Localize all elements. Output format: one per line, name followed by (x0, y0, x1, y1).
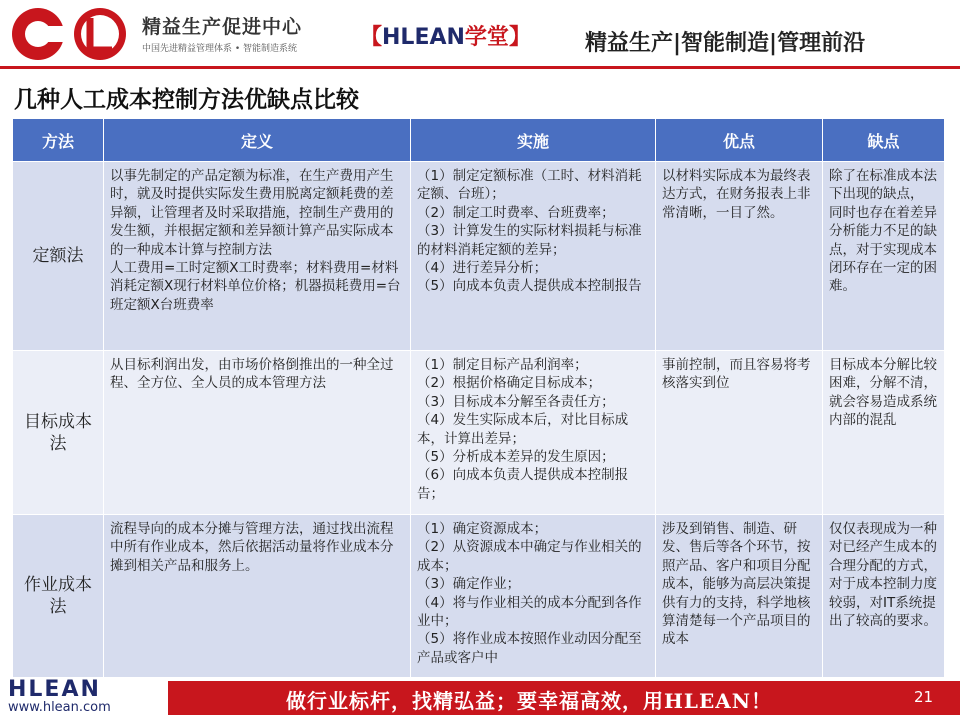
table-row (13, 351, 945, 515)
definition-cell: 流程导向的成本分摊与管理方法，通过找出流程中所有作业成本，然后依据活动量将作业成本分摊到相关产品和服务上。 (104, 515, 411, 678)
footer-logo-word: HLEAN (8, 677, 101, 702)
page-title: 几种人工成本控制方法优缺点比较 (14, 87, 359, 113)
cons-cell: 目标成本分解比较困难，分解不清，就会容易造成系统内部的混乱 (823, 351, 945, 515)
header-definition: 定义 (104, 119, 411, 162)
footer-logo (8, 677, 158, 716)
implementation-cell: （1）制定目标产品利润率； （2）根据价格确定目标成本； （3）目标成本分解至各责任方； （4）发生实际成本后，对比目标成本，计算出差异； （5）分析成本差异的发生原因； （6）向成本负责人提供成本控制报告； (411, 351, 656, 515)
header-cons: 缺点 (823, 119, 945, 162)
header-pros: 优点 (656, 119, 823, 162)
table-header-row (13, 119, 945, 162)
logo-subtitle: 中国先进精益管理体系 • 智能制造系统 (142, 44, 298, 54)
cons-cell: 仅仅表现成为一种对已经产生成本的合理分配的方式，对于成本控制力度较弱，对IT系统提出了较高的要求。 (823, 515, 945, 678)
footer-url[interactable]: www.hlean.com (8, 700, 111, 715)
implementation-cell: （1）制定定额标准（工时、材料消耗定额、台班）； （2）制定工时费率、台班费率； （3）计算发生的实际材料损耗与标准的材料消耗定额的差异； （4）进行差异分析； （5）向成本负责人提供成本控制报告 (411, 162, 656, 351)
brand-label (360, 20, 531, 51)
header-method: 方法 (13, 119, 104, 162)
cons-cell: 除了在标准成本法下出现的缺点， 同时也存在着差异分析能力不足的缺点，对于实现成本闭环存在一定的困难。 (823, 162, 945, 351)
header-tagline: 精益生产|智能制造|管理前沿 (585, 31, 866, 56)
brand-bracket-right: 】 (508, 25, 531, 50)
logo-title: 精益生产促进中心 (142, 16, 303, 38)
table-row (13, 515, 945, 678)
header-implementation: 实施 (411, 119, 656, 162)
method-cell: 定额法 (13, 162, 104, 351)
pros-cell: 涉及到销售、制造、研发、售后等各个环节，按照产品、客户和项目分配成本，能够为高层决策提供有力的支持，科学地核算清楚每一个产品项目的成本 (656, 515, 823, 678)
page-number: 21 (914, 688, 934, 706)
header (0, 0, 960, 68)
implementation-cell: （1）确定资源成本； （2）从资源成本中确定与作业相关的成本； （3）确定作业； （4）将与作业相关的成本分配到各作业中； （5）将作业成本按照作业动因分配至产品或客户中 (411, 515, 656, 678)
table-row (13, 162, 945, 351)
pros-cell: 事前控制，而且容易将考核落实到位 (656, 351, 823, 515)
method-cell: 作业成本法 (13, 515, 104, 678)
method-cell: 目标成本法 (13, 351, 104, 515)
hlean-logo-icon (6, 4, 136, 64)
brand-suffix: 学堂 (464, 25, 509, 50)
definition-cell: 以事先制定的产品定额为标准，在生产费用产生时，就及时提供实际发生费用脱离定额耗费的差异额，让管理者及时采取措施，控制生产费用的发生额，并根据定额和差异额计算产品实际成本的一种成本计算与控制方法 人工费用=工时定额X工时费率；材料费用=材料消耗定额X现行材料单位价格；机器损耗费用=台班定额X台班费率 (104, 162, 411, 351)
comparison-table (12, 118, 945, 678)
brand-bracket-left: 【 (360, 25, 383, 50)
pros-cell: 以材料实际成本为最终表达方式，在财务报表上非常清晰，一目了然。 (656, 162, 823, 351)
header-divider (0, 66, 960, 69)
brand-name: HLEAN (382, 25, 465, 50)
footer-slogan: 做行业标杆，找精弘益；要幸福高效，用HLEAN！ (286, 689, 773, 713)
definition-cell: 从目标利润出发，由市场价格倒推出的一种全过程、全方位、全人员的成本管理方法 (104, 351, 411, 515)
